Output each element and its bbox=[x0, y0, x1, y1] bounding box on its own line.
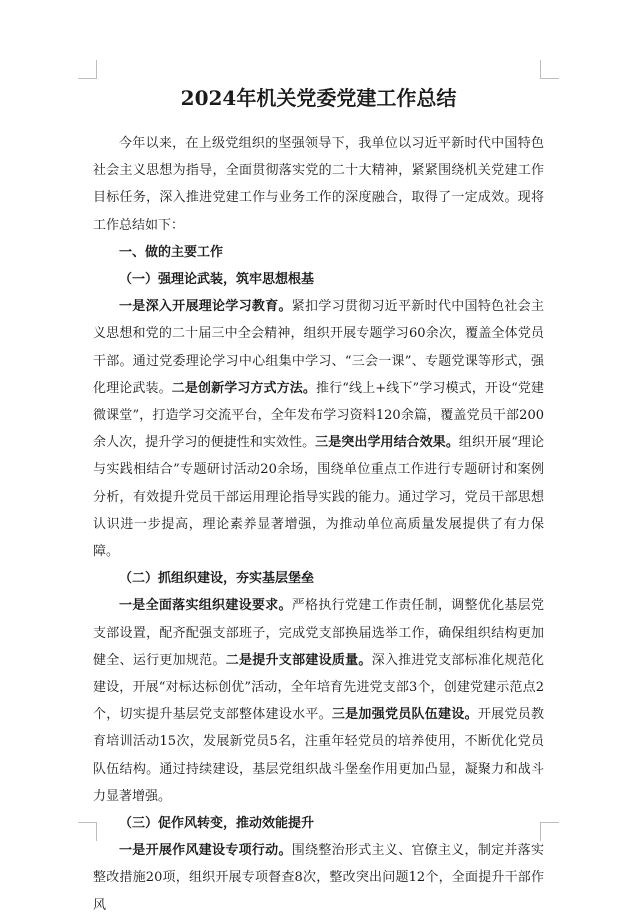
crop-mark-top-right bbox=[540, 60, 559, 79]
point-lead-2-1: 一是全面落实组织建设要求。 bbox=[119, 598, 292, 614]
point-lead-3-1: 一是开展作风建设专项行动。 bbox=[119, 843, 292, 859]
point-text-1-2: 推行“线上+线下”学习模式，开设“党建微课堂”，打造学习交流平台，全年发布学习资料120余篇，覆盖党员干部200余人次，提升学习的便捷性和实效性。 bbox=[93, 380, 544, 451]
subsection-heading-1: （一）强理论武装，筑牢思想根基 bbox=[119, 272, 315, 288]
document-title: 2024年机关党委党建工作总结 bbox=[180, 86, 457, 110]
point-lead-2-2: 二是提升支部建设质量。 bbox=[225, 652, 372, 668]
subsection-heading-2: （二）抓组织建设，夯实基层堡垒 bbox=[119, 571, 315, 587]
document-body bbox=[93, 80, 544, 919]
crop-mark-top-left bbox=[78, 60, 97, 79]
subsection-3-paragraph bbox=[93, 837, 544, 919]
subsection-1-paragraph bbox=[93, 293, 544, 565]
point-lead-2-3: 三是加强党员队伍建设。 bbox=[331, 707, 478, 723]
point-text-2-1: 严格执行党建工作责任制，调整优化基层党支部设置，配齐配强支部班子，完成党支部换届选举工作，确保组织结构更加健全、运行更加规范。 bbox=[93, 598, 544, 668]
point-text-1-3: 组织开展“理论与实践相结合”专题研讨活动20余场，围绕单位重点工作进行专题研讨和案例分析，有效提升党员干部运用理论指导实践的能力。通过学习，党员干部思想认识进一步提高，理论素养显著增强，为推动单位高质量发展提供了有力保障。 bbox=[93, 435, 544, 560]
section-heading-1: 一、做的主要工作 bbox=[119, 244, 224, 260]
point-text-2-3: 开展党员教育培训活动15次，发展新党员5名，注重年轻党员的培养使用，不断优化党员队伍结构。通过持续建设，基层党组织战斗堡垒作用更加凸显，凝聚力和战斗力显著增强。 bbox=[93, 707, 544, 804]
intro-paragraph: 今年以来，在上级党组织的坚强领导下，我单位以习近平新时代中国特色社会主义思想为指导，全面贯彻落实党的二十大精神，紧紧围绕机关党建工作目标任务，深入推进党建工作与业务工作的深度融合，取得了一定成效。现将工作总结如下： bbox=[93, 136, 544, 233]
point-text-2-2: 深入推进党支部标准化规范化建设，开展“对标达标创优”活动，全年培育先进党支部3个，创建党建示范点2个，切实提升基层党支部整体建设水平。 bbox=[93, 652, 544, 723]
point-lead-1-1: 一是深入开展理论学习教育。 bbox=[119, 299, 292, 315]
subsection-heading-3: （三）促作风转变，推动效能提升 bbox=[119, 816, 315, 832]
subsection-2-paragraph bbox=[93, 592, 544, 810]
point-text-1-1: 紧扣学习贯彻习近平新时代中国特色社会主义思想和党的二十届三中全会精神，组织开展专题学习60余次，覆盖全体党员干部。通过党委理论学习中心组集中学习、“三会一课”、专题党课等形式，强化理论武装。 bbox=[93, 299, 544, 396]
point-lead-1-2: 二是创新学习方式方法。 bbox=[171, 380, 317, 396]
point-lead-1-3: 三是突出学用结合效果。 bbox=[315, 435, 459, 451]
point-text-3-1: 围绕整治形式主义、官僚主义，制定并落实整改措施20项，组织开展专项督查8次，整改突出问题12个，全面提升干部作风 bbox=[93, 843, 544, 913]
